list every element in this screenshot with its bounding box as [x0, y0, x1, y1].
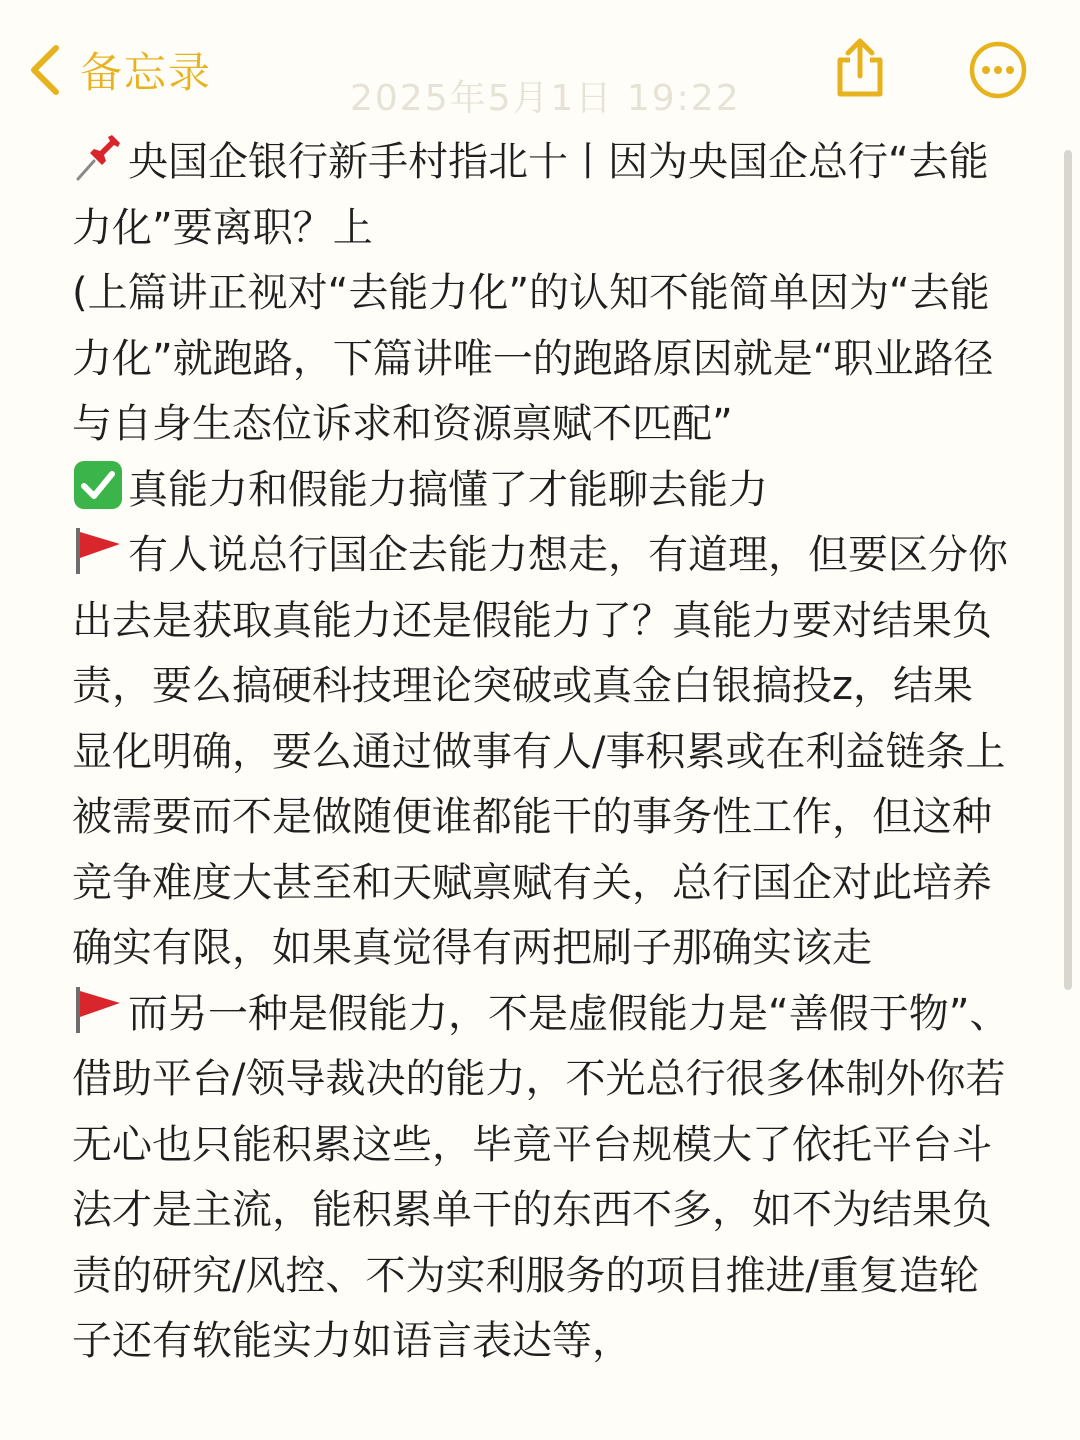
back-button[interactable] [28, 38, 212, 102]
note-title: 央国企银行新手村指北十丨因为央国企总行“去能力化”要离职？上 [72, 139, 989, 251]
share-button[interactable] [830, 36, 890, 100]
point2-paragraph [72, 982, 1012, 1375]
share-icon [830, 85, 890, 104]
scrollbar[interactable] [1064, 150, 1072, 990]
chevron-left-icon [28, 44, 62, 96]
more-icon [968, 85, 1028, 104]
note-content[interactable] [72, 130, 1012, 1375]
check-paragraph [72, 458, 1012, 524]
note-title-paragraph [72, 130, 1012, 261]
point2-text: 而另一种是假能力，不是虚假能力是“善假于物”、借助平台/领导裁决的能力，不光总行很多体制外你若无心也只能积累这些，毕竟平台规模大了依托平台斗法才是主流，能积累单干的东西不多，如不为结果负责的研究/风控、不为实利服务的项目推进/重复造轮子还有软能实力如语言表达等， [72, 990, 1010, 1364]
point1-text: 有人说总行国企去能力想走，有道理，但要区分你出去是获取真能力还是假能力了？真能力要对结果负责，要么搞硬科技理论突破或真金白银搞投z，结果显化明确，要么通过做事有人/事积累或在利益链条上被需要而不是做随便谁都能干的事务性工作，但这种竞争难度大甚至和天赋禀赋有关，总行国企对此培养确实有限，如果真觉得有两把刷子那确实该走 [72, 532, 1008, 971]
check-mark-icon [72, 459, 124, 511]
note-intro: (上篇讲正视对“去能力化”的认知不能简单因为“去能力化”就跑路，下篇讲唯一的跑路原因就是“职业路径与自身生态位诉求和资源禀赋不匹配” [72, 270, 994, 447]
red-flag-icon [72, 524, 124, 576]
red-flag-icon [72, 983, 124, 1035]
back-label: 备忘录 [80, 48, 213, 97]
pushpin-icon [72, 131, 124, 183]
check-line: 真能力和假能力搞懂了才能聊去能力 [128, 466, 768, 513]
more-button[interactable] [968, 40, 1028, 100]
navigation-bar [0, 0, 1080, 130]
point1-paragraph [72, 523, 1012, 982]
note-date: 2025年5月1日 19:22 [350, 78, 741, 119]
